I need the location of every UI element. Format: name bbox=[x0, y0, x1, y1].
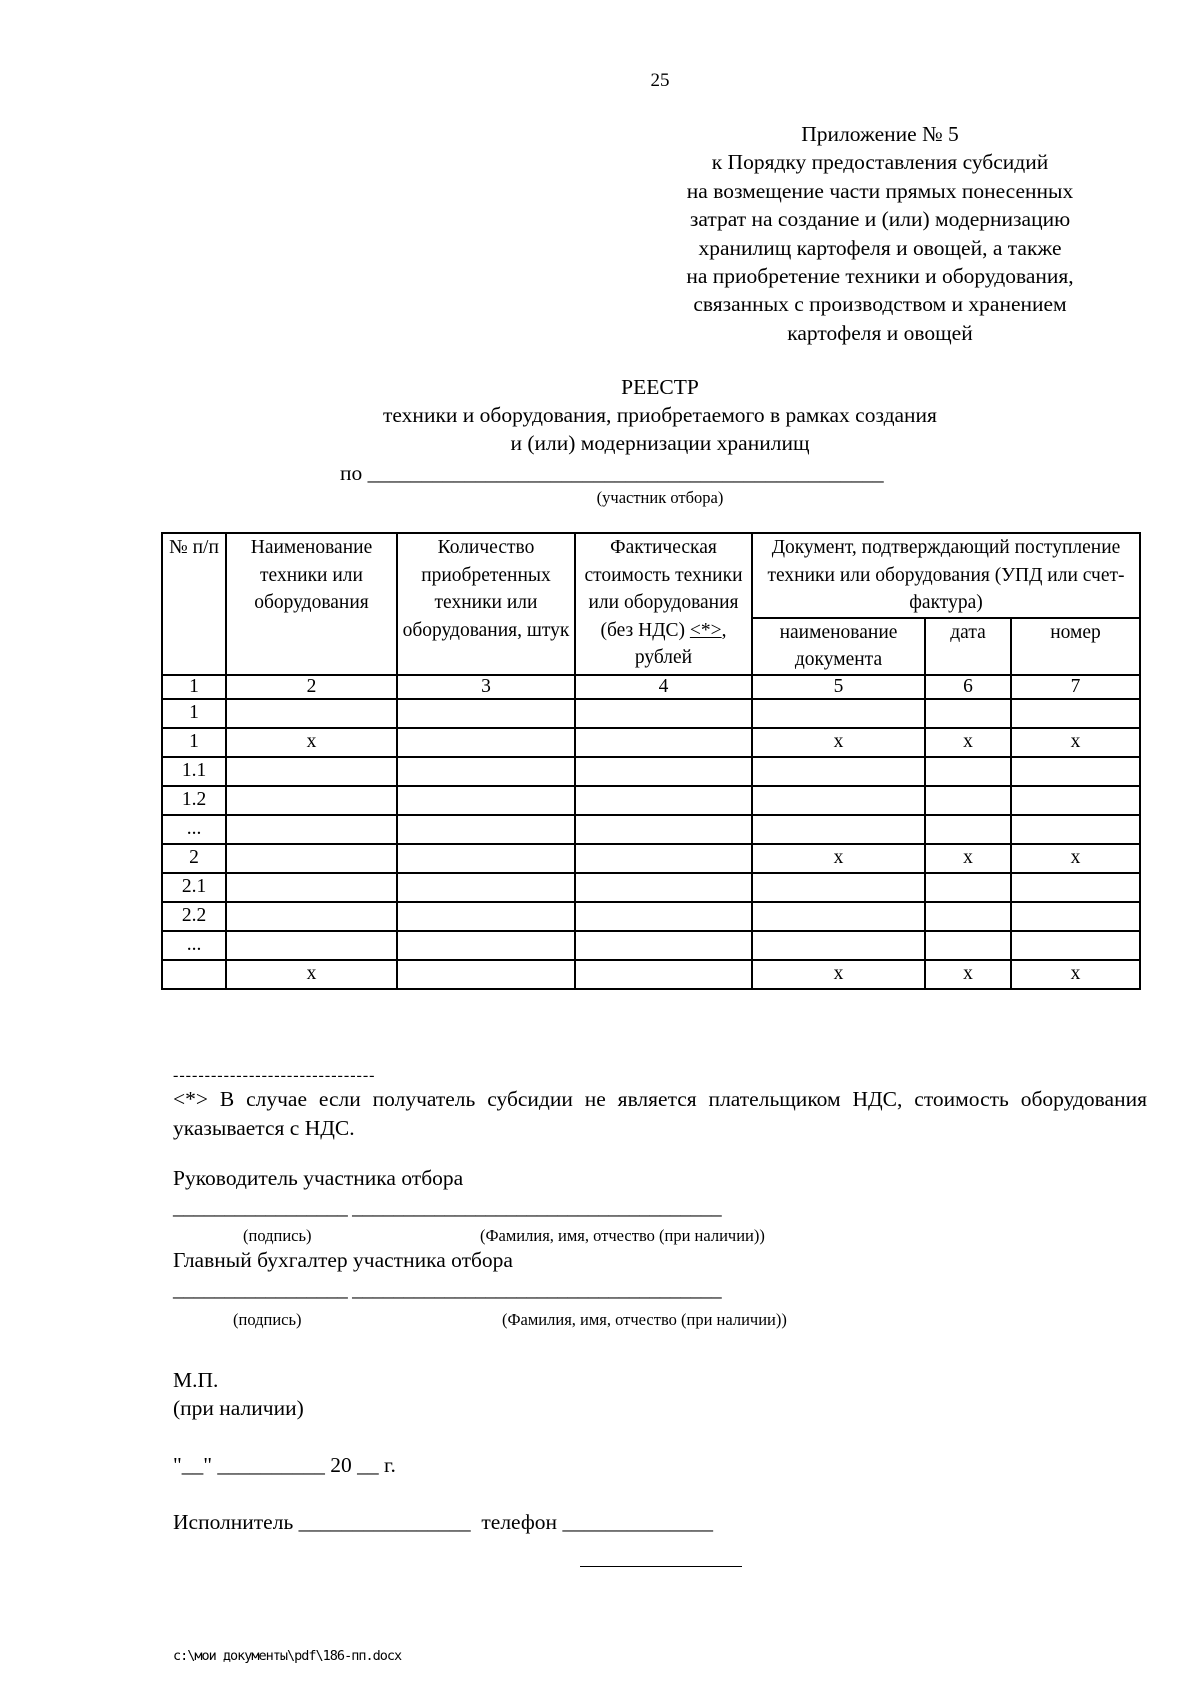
header-cell-document-group: Документ, подтверждающий поступление техники или оборудования (УПД или счет-фактура) bbox=[752, 533, 1140, 618]
header-cell-name: Наименование техники или оборудования bbox=[226, 533, 397, 675]
table-cell bbox=[752, 931, 925, 960]
footnote-text: <*> В случае если получатель субсидии не является плательщиком НДС, стоимость оборудования указывается с НДС. bbox=[173, 1087, 1147, 1140]
table-cell: x bbox=[925, 844, 1011, 873]
table-row bbox=[162, 960, 1140, 989]
table-row bbox=[162, 786, 1140, 815]
file-path: c:\мои документы\pdf\186-пп.docx bbox=[173, 1648, 402, 1664]
table-cell bbox=[397, 844, 575, 873]
table-cell bbox=[575, 815, 752, 844]
table-cell: 1 bbox=[162, 699, 226, 728]
appendix-line: на возмещение части прямых понесенных bbox=[686, 178, 1074, 203]
table-cell: x bbox=[226, 960, 397, 989]
table-cell: 2.2 bbox=[162, 902, 226, 931]
table-cell bbox=[575, 699, 752, 728]
col-number: 6 bbox=[925, 675, 1011, 699]
table-cell bbox=[925, 931, 1011, 960]
table-cell bbox=[397, 931, 575, 960]
table-cell: x bbox=[226, 728, 397, 757]
table-cell bbox=[397, 902, 575, 931]
table-row bbox=[162, 931, 1140, 960]
table-cell bbox=[925, 815, 1011, 844]
table-cell bbox=[925, 786, 1011, 815]
head-signature-line: _________________ ____________________________________ bbox=[173, 1195, 722, 1219]
table-cell bbox=[752, 699, 925, 728]
table-cell: x bbox=[925, 960, 1011, 989]
table-cell bbox=[752, 902, 925, 931]
table-cell: x bbox=[1011, 960, 1140, 989]
table-cell bbox=[752, 873, 925, 902]
table-cell bbox=[226, 844, 397, 873]
table-cell bbox=[397, 699, 575, 728]
title-heading: РЕЕСТР bbox=[621, 375, 699, 399]
accountant-sign-caption: (подпись) bbox=[233, 1310, 302, 1329]
header-row bbox=[162, 533, 1140, 618]
table-row bbox=[162, 757, 1140, 786]
table-cell bbox=[1011, 699, 1140, 728]
table-cell: x bbox=[752, 844, 925, 873]
registry-table bbox=[161, 532, 1141, 990]
table-cell: x bbox=[925, 728, 1011, 757]
table-cell: 1.1 bbox=[162, 757, 226, 786]
table-cell bbox=[575, 902, 752, 931]
table-cell bbox=[575, 960, 752, 989]
table-cell: x bbox=[752, 960, 925, 989]
col-number: 1 bbox=[162, 675, 226, 699]
table-cell bbox=[575, 786, 752, 815]
table-cell bbox=[575, 757, 752, 786]
table-cell: ... bbox=[162, 815, 226, 844]
table-cell bbox=[397, 757, 575, 786]
appendix-line: затрат на создание и (или) модернизацию bbox=[689, 207, 1071, 232]
table-cell bbox=[397, 960, 575, 989]
column-number-row bbox=[162, 675, 1140, 699]
appendix-line: на приобретение техники и оборудования, bbox=[686, 264, 1074, 289]
table-cell bbox=[397, 815, 575, 844]
table-cell bbox=[1011, 931, 1140, 960]
appendix-line: хранилищ картофеля и овощей, а также bbox=[698, 235, 1062, 260]
header-cell-cost: Фактическая стоимость техники или оборудования (без НДС) <*>, рублей bbox=[575, 533, 752, 675]
participant-blank: ________________________________________________ bbox=[367, 461, 884, 485]
appendix-line: связанных с производством и хранением bbox=[693, 292, 1067, 317]
table-cell bbox=[575, 931, 752, 960]
executor-blank: ________________ bbox=[298, 1510, 471, 1534]
table-row bbox=[162, 728, 1140, 757]
table-cell bbox=[1011, 786, 1140, 815]
table-cell: 1 bbox=[162, 728, 226, 757]
table-cell bbox=[925, 699, 1011, 728]
stamp-note: (при наличии) bbox=[173, 1396, 304, 1420]
col-number: 5 bbox=[752, 675, 925, 699]
appendix-block bbox=[650, 120, 1110, 347]
table-row bbox=[162, 873, 1140, 902]
po-prefix: по bbox=[340, 461, 363, 485]
table-cell bbox=[925, 873, 1011, 902]
end-rule bbox=[580, 1566, 742, 1567]
header-cell-date: дата bbox=[925, 618, 1011, 675]
table-cell bbox=[925, 902, 1011, 931]
table-cell: x bbox=[1011, 728, 1140, 757]
table-cell bbox=[226, 757, 397, 786]
document-title bbox=[300, 373, 1020, 457]
table-row bbox=[162, 815, 1140, 844]
table-cell bbox=[226, 902, 397, 931]
phone-label: телефон bbox=[481, 1510, 558, 1534]
executor-line bbox=[173, 1508, 713, 1537]
header-cell-doc-number: номер bbox=[1011, 618, 1140, 675]
header-cell-doc-name: наименование документа bbox=[752, 618, 925, 675]
executor-label: Исполнитель bbox=[173, 1510, 294, 1534]
phone-blank: ______________ bbox=[562, 1510, 713, 1534]
col-number: 3 bbox=[397, 675, 575, 699]
table-cell: x bbox=[1011, 844, 1140, 873]
table-row bbox=[162, 844, 1140, 873]
table-cell bbox=[575, 728, 752, 757]
header-cell-number: № п/п bbox=[162, 533, 226, 675]
table-row bbox=[162, 902, 1140, 931]
table-cell bbox=[575, 873, 752, 902]
table-cell bbox=[752, 786, 925, 815]
table-cell bbox=[1011, 873, 1140, 902]
title-line: техники и оборудования, приобретаемого в рамках создания bbox=[383, 403, 937, 427]
accountant-name-caption: (Фамилия, имя, отчество (при наличии)) bbox=[502, 1310, 787, 1329]
table-cell bbox=[575, 844, 752, 873]
table-cell: 2.1 bbox=[162, 873, 226, 902]
page-number: 25 bbox=[650, 70, 670, 91]
table-cell bbox=[1011, 902, 1140, 931]
participant-caption: (участник отбора) bbox=[596, 488, 724, 507]
table-cell bbox=[1011, 815, 1140, 844]
table-cell bbox=[226, 873, 397, 902]
table-cell bbox=[226, 699, 397, 728]
head-sign-caption: (подпись) bbox=[243, 1226, 312, 1245]
footnote-ref: <*> bbox=[689, 619, 722, 641]
col-number: 2 bbox=[226, 675, 397, 699]
table-cell: 1.2 bbox=[162, 786, 226, 815]
title-line: и (или) модернизации хранилищ bbox=[510, 431, 810, 455]
accountant-signature-line: _________________ ____________________________________ bbox=[173, 1277, 722, 1301]
head-title: Руководитель участника отбора bbox=[173, 1166, 464, 1190]
table-cell bbox=[226, 786, 397, 815]
table-cell bbox=[162, 960, 226, 989]
table-cell: 2 bbox=[162, 844, 226, 873]
table-cell bbox=[397, 873, 575, 902]
col-number: 7 bbox=[1011, 675, 1140, 699]
date-line: "__" __________ 20 __ г. bbox=[173, 1453, 396, 1477]
table-cell bbox=[397, 728, 575, 757]
accountant-title: Главный бухгалтер участника отбора bbox=[173, 1248, 513, 1272]
table-cell: ... bbox=[162, 931, 226, 960]
table-cell bbox=[226, 815, 397, 844]
head-name-caption: (Фамилия, имя, отчество (при наличии)) bbox=[480, 1226, 765, 1245]
table-cell bbox=[752, 757, 925, 786]
footnote-separator: -------------------------------- bbox=[173, 1067, 376, 1084]
appendix-line: к Порядку предоставления субсидий bbox=[711, 150, 1049, 175]
table-cell bbox=[1011, 757, 1140, 786]
appendix-line: картофеля и овощей bbox=[787, 320, 973, 345]
table-cell bbox=[752, 815, 925, 844]
col-number: 4 bbox=[575, 675, 752, 699]
table-cell bbox=[226, 931, 397, 960]
table-cell bbox=[925, 757, 1011, 786]
table-cell: x bbox=[752, 728, 925, 757]
stamp-label: М.П. bbox=[173, 1368, 219, 1392]
header-cell-quantity: Количество приобретенных техники или оборудования, штук bbox=[397, 533, 575, 675]
participant-line bbox=[340, 461, 884, 486]
table-cell bbox=[397, 786, 575, 815]
appendix-line: Приложение № 5 bbox=[801, 122, 959, 146]
table-row bbox=[162, 699, 1140, 728]
